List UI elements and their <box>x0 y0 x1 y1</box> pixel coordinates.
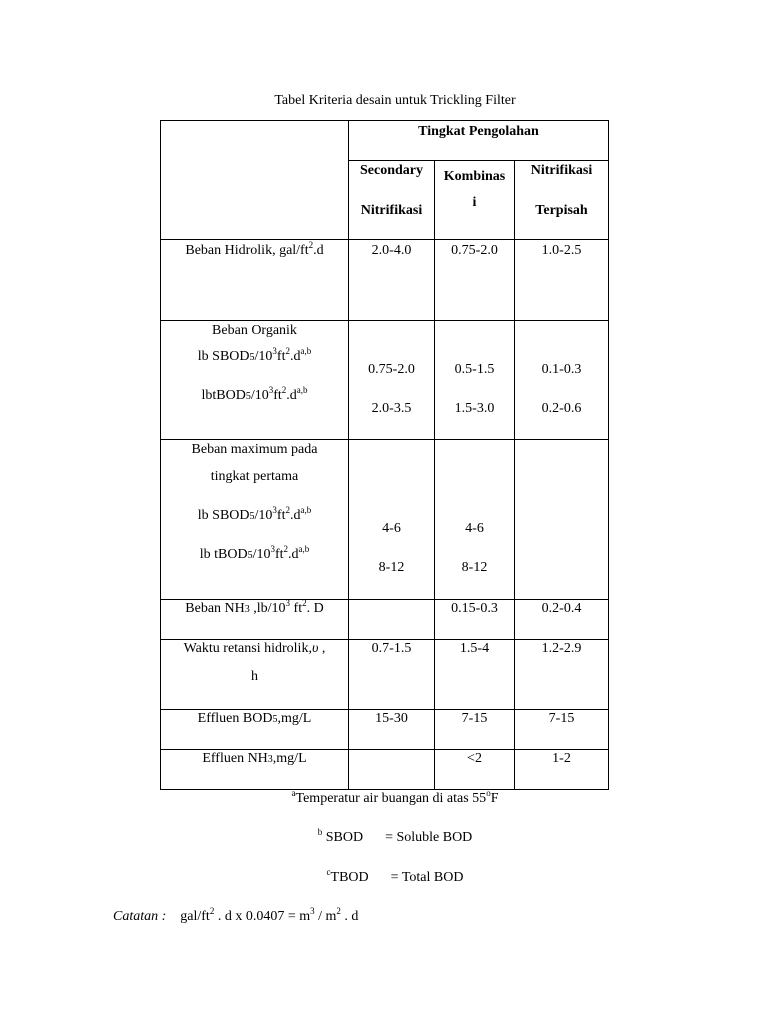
table-row <box>161 240 609 321</box>
catatan-label: Catatan : <box>113 909 167 924</box>
cell-value: 1.0-2.5 <box>515 240 609 321</box>
cell-value: <2 <box>435 750 515 790</box>
cell-value <box>349 750 435 790</box>
row-label-waktu-retansi: Waktu retansi hidrolik,υ , h <box>161 640 349 710</box>
cell-value: 0.75-2.0 2.0-3.5 <box>349 321 435 440</box>
row-label-beban-maximum: Beban maximum pada tingkat pertama lb $SBOD5/10^3ft^2.d^{a,b}$ lb $tBOD5/10^3ft^2.d^{a,b}$ <box>161 440 349 600</box>
cell-value: 0.5-1.5 1.5-3.0 <box>435 321 515 440</box>
cell-value: 0.75-2.0 <box>435 240 515 321</box>
cell-value: 0.7-1.5 <box>349 640 435 710</box>
catatan-note: Catatan : gal/$ft^2$ . d x $0.0407 = m^3 / m^2$ . d <box>113 906 359 924</box>
header-nitrifikasi-terpisah: Nitrifikasi Terpisah <box>515 161 609 240</box>
group-header: Tingkat Pengolahan <box>349 121 609 161</box>
cell-value: 2.0-4.0 <box>349 240 435 321</box>
row-label-effluen-nh3: Effluen NH3,mg/L <box>161 750 349 790</box>
cell-value: 15-30 <box>349 710 435 750</box>
cell-value <box>515 440 609 600</box>
table-row <box>161 710 609 750</box>
footnote-c: $^c$TBOD = Total BOD <box>326 867 464 885</box>
header-kombinasi: Kombinas i <box>435 161 515 240</box>
footnote-a: $^a$Temperatur air buangan di atas 55$^o$F <box>291 788 499 806</box>
row-label-beban-organik: Beban Organik lb $SBOD5/10^3ft^2.d^{a,b}$ $lbtBOD5/10^3ft^2.d^{a,b}$ <box>161 321 349 440</box>
row-label-beban-hidrolik: Beban Hidrolik, gal/$ft^2.d$ <box>161 240 349 321</box>
table-row <box>161 640 609 710</box>
footnote-b: $^b$ SBOD = Soluble BOD <box>317 827 473 845</box>
cell-value: 4-6 8-12 <box>435 440 515 600</box>
table-row <box>161 440 609 600</box>
cell-value: 1.2-2.9 <box>515 640 609 710</box>
cell-value: 7-15 <box>435 710 515 750</box>
table-row <box>161 750 609 790</box>
cell-value: 0.2-0.4 <box>515 600 609 640</box>
cell-value: 1-2 <box>515 750 609 790</box>
table-row <box>161 600 609 640</box>
row-label-effluen-bod5: Effluen BOD5,mg/L <box>161 710 349 750</box>
cell-value: 7-15 <box>515 710 609 750</box>
cell-value: 4-6 8-12 <box>349 440 435 600</box>
header-secondary-nitrifikasi: Secondary Nitrifikasi <box>349 161 435 240</box>
table-row <box>161 321 609 440</box>
cell-value: 1.5-4 <box>435 640 515 710</box>
row-label-beban-nh3: Beban NH3 $,lb/10^3$ $ft^2$. D <box>161 600 349 640</box>
cell-value: 0.15-0.3 <box>435 600 515 640</box>
cell-value: 0.1-0.3 0.2-0.6 <box>515 321 609 440</box>
cell-value <box>349 600 435 640</box>
empty-header-cell <box>161 121 349 240</box>
table-title: Tabel Kriteria desain untuk Trickling Filter <box>274 93 516 108</box>
design-criteria-table <box>160 120 609 790</box>
